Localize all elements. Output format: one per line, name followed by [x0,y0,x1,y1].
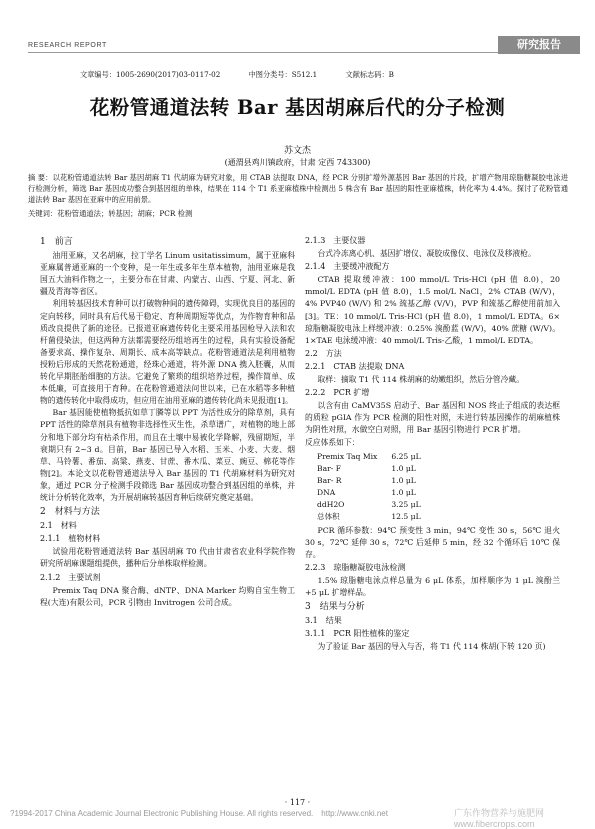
paragraph: 反应体系如下： [305,437,360,447]
paragraph: 为了验证 Bar 基因的导入与否，将 T1 代 114 株胡(下转 120 页) [317,642,546,652]
paragraph: 试验用花粉管通道法转 Bar 基因胡麻 T0 代由甘肃省农业科学院作物研究所胡麻课题组提供，播种后分单株取样检测。 [40,547,295,569]
paragraph: 利用转基因技术育种可以打破物种间的遗传障碍，实现优良目的基因的定向转移，同时具有后代易于稳定、育种周期短等优点，为作物育种和品质改良提供了新的途径。已报道亚麻遗传转化主要采用基因枪导入法和农杆菌侵染法，但这两种方法都需要经历组培再生的过程，具有实验设备配备要求高、操作复杂、周期长、成本高等缺点。花粉管通道法是利用植物授粉后形成的天然花粉通道，经珠心通道，将外源 DNA 携入胚囊，从而转化早期胚胎细胞的方法。它避免了繁琐的组织培养过程，操作简单、成本低廉，可直接用于育种。在花粉管通道法问世以来，已在水稻等多种植物的遗传转化中取得成功，但应用在油用亚麻的遗传转化尚未见报道[1]。 [40,299,295,406]
paper-title: 花粉管通道法转 Bar 基因胡麻后代的分子检测 [89,96,506,119]
table-row [317,487,435,499]
reagent-name: DNA [317,487,336,497]
author: 苏文杰 [283,146,311,156]
reaction-system-table [317,451,435,523]
reagent-volume: 1.0 μL [391,463,416,473]
page-number: · 117 · [284,798,311,807]
section-heading: 1 前言 [40,237,73,247]
paragraph: 以含有由 CaMV35S 启动子、Bar 基因和 NOS 终止子组成的表达框的质粒 pGIA 作为 PCR 检测的阳性对照，未进行转基因操作的胡麻植株为阴性对照，水做空白对照，用 Bar 基因引物进行 PCR 扩增。 [305,401,560,435]
affiliation: (通渭县鸡川镇政府，甘肃 定西 743300) [224,158,371,167]
subsection-heading: 2.1.1 植物材料 [40,534,101,544]
keywords: 关键词：花粉管通道法；转基因；胡麻；PCR 检测 [28,209,193,218]
subsection-heading: 2.2.2 PCR 扩增 [305,388,370,398]
reagent-name: Bar- F [317,463,341,473]
subsection-heading: 2.2.1 CTAB 法提取 DNA [305,361,405,371]
copyright-footer: ?1994-2017 China Academic Journal Electronic Publishing House. All rights reserved. http://www.cnki.net [10,809,388,818]
site-watermark: 广东作物营养与施肥网 www.fibercrops.com [454,808,545,829]
reagent-volume: 3.25 μL [391,499,421,509]
article-number: 文章编号：1005-2690(2017)03-0117-02 [80,70,221,79]
section-tab: 研究报告 [498,36,580,54]
subsection-heading: 2.1 材料 [40,521,77,531]
subsection-heading: 3.1 结果 [305,616,342,626]
paragraph: 油用亚麻，又名胡麻，拉丁学名 Linum usitatissimum，属于亚麻科亚麻属普通亚麻的一个变种，是一年生或多年生草本植物，油用亚麻是我国五大油料作物之一，主要分布在甘肃、内蒙古、山西、宁夏、河北、新疆及青海等省区。 [40,251,295,297]
subsection-heading: 3.1.1 PCR 阳性植株的鉴定 [305,629,410,639]
paragraph: CTAB 提取缓冲液：100 mmol/L Tris-HCl (pH 值 8.0)，20 mmol/L EDTA (pH 值 8.0)，1.5 mol/L NaCl，2% CTAB (W/V)，4% PVP40 (W/V) 和 2% 巯基乙醇 (V/V)，PVP 和巯基乙醇使用前加入[3]。TE：10 mmol/L Tris-HCl (pH 值 8.0)，1 mmol/L EDTA。6×琼脂糖凝胶电泳上样缓冲液：0.25% 溴酚蓝 (W/V)，40% 蔗糖 (W/V)。1×TAE 电泳缓冲液：40 mmol/L Tris-乙酸，1 mmol/L EDTA。 [305,275,560,345]
table-row [317,475,435,487]
reagent-name: Premix Taq Mix [317,451,378,461]
left-column [40,234,295,609]
right-column [305,234,560,654]
subsection-heading: 2.2 方法 [305,348,342,358]
paragraph: 取样：摘取 T1 代 114 株胡麻的幼嫩组织，然后分管冷藏。 [317,375,524,385]
reagent-volume: 1.0 μL [391,487,416,497]
header-rule [28,52,498,53]
classification-number: 中图分类号：S512.1 [248,70,318,79]
paragraph: Premix Taq DNA 聚合酶、dNTP、DNA Marker 均购自宝生物工程(大连)有限公司，PCR 引物由 Invitrogen 公司合成。 [40,585,295,607]
subsection-heading: 2.1.2 主要试剂 [40,572,101,582]
abstract: 摘 要：以花粉管通道法转 Bar 基因胡麻 T1 代胡麻为研究对象，用 CTAB 法提取 DNA，经 PCR 分别扩增外源基因 Bar 基因的片段，扩增产物用琼脂糖凝胶电泳进行检测分析，筛选 Bar 基因成功整合到基因组的单株，结果在 114 个 T1 系亚麻植株中检测出 5 株含有 Bar 基因的阳性亚麻植株，转化率为 4.4%。探讨了花粉管通道法转 Bar 基因在亚麻中的应用前景。 [28,173,568,204]
subsection-heading: 2.2.3 琼脂糖凝胶电泳检测 [305,562,406,572]
table-row [317,463,435,475]
reagent-volume: 1.0 μL [391,475,416,485]
reagent-volume: 12.5 μL [391,511,421,521]
subsection-heading: 2.1.3 主要仪器 [305,236,366,245]
reagent-volume: 6.25 μL [391,451,421,461]
paragraph: PCR 循环参数：94℃ 预变性 3 min，94℃ 变性 30 s，56℃ 退火 30 s，72℃ 延伸 30 s，72℃ 后延伸 5 min，经 32 个循环后 10℃ 保存。 [305,525,560,559]
reagent-name: ddH2O [317,499,345,509]
reagent-name: 总体积 [317,511,340,521]
paragraph: 1.5% 琼脂糖电泳点样总量为 6 μL 体系，加样顺序为 1 μL 溴酚兰 +5 μL 扩增样品。 [305,575,560,598]
paragraph: Bar 基因能使植物抵抗如草丁膦等以 PPT 为活性成分的除草剂，具有 PPT 活性的除草剂具有植物非选择性灭生性，杀草谱广，对植物的地上部分和地下部分均有枯杀作用，而且在土壤中易被化学降解，残留期短，半衰期只有 2~3 d。目前，Bar 基因已导入水稻、玉米、小麦、大麦、烟草、马铃薯、番茄、高粱、燕麦、甘蔗、番木瓜、菜豆、豌豆、棉花等作物[2]。本论文以花粉管通道法导入 Bar 基因的 T1 代胡麻材料为研究对象，通过 PCR 分子检测手段筛选 Bar 基因成功整合到基因组的单株，并统计分析转化效率，为开展胡麻转基因育种后续研究奠定基础。 [40,408,295,502]
table-row [317,511,435,523]
running-header: RESEARCH REPORT [28,42,107,49]
article-meta [80,70,420,80]
section-heading: 3 结果与分析 [305,602,365,613]
table-row [317,451,435,463]
subsection-heading: 2.1.4 主要缓冲液配方 [305,262,390,272]
document-code: 文献标志码：B [345,70,394,79]
reagent-name: Bar- R [317,475,342,485]
paragraph: 台式冷冻离心机、基因扩增仪、凝胶成像仪、电泳仪及移液枪。 [317,249,536,259]
table-row [317,499,435,511]
section-heading: 2 材料与方法 [40,507,100,518]
